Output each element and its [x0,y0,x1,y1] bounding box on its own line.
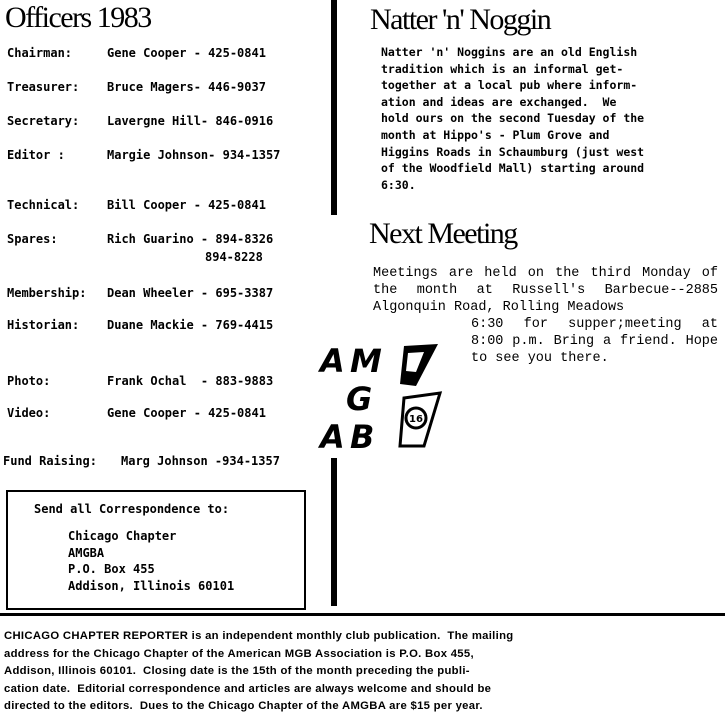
column-divider [331,0,337,215]
svg-text:B: B [350,418,375,453]
address-line: Chicago Chapter [68,529,177,543]
officer-role: Spares: [7,232,58,246]
svg-text:M: M [350,342,382,380]
address-line: P.O. Box 455 [68,562,155,576]
officer-value-2: 894-8228 [205,250,263,264]
amgba-logo [316,338,446,453]
officer-role: Membership: [7,286,87,300]
officer-row [7,80,327,96]
officer-row [7,148,327,164]
column-divider [331,458,337,606]
natter-line: month at Hippo's - Plum Grove and [381,127,610,142]
officer-row [7,286,327,302]
officer-row [7,114,327,130]
correspondence-heading: Send all Correspondence to: [34,502,230,516]
officer-role: Editor : [7,148,65,162]
natter-line: together at a local pub where inform- [381,78,638,93]
natter-line: Natter 'n' Noggins are an old English [381,45,638,59]
address-line: AMGBA [68,545,105,560]
officer-row [7,198,327,214]
footer-line: CHICAGO CHAPTER REPORTER is an independent monthly club publication. The mailing [4,630,514,642]
address-line: Addison, Illinois 60101 [68,578,235,593]
officer-row [7,232,327,248]
correspondence-box [6,490,306,610]
natter-body [381,44,644,193]
officer-row [7,318,327,334]
officer-row [3,454,323,470]
officer-value: Margie Johnson- 934-1357 [107,148,281,162]
officer-value: Duane Mackie - 769-4415 [107,318,274,332]
officer-role: Video: [7,406,51,420]
footer-line: address for the Chicago Chapter of the American MGB Association is P.O. Box 455, [4,647,474,660]
natter-line: hold ours on the second Tuesday of the [381,111,645,126]
officer-value: Dean Wheeler - 695-3387 [107,286,274,300]
footer-line: directed to the editors. Dues to the Chicago Chapter of the AMGBA are $15 per year. [4,700,483,713]
amgba-logo-icon [316,338,446,453]
next-meeting-para2: 6:30 for supper;meeting at 8:00 p.m. Bring a friend. Hope to see you there. [471,317,718,366]
natter-title: Natter 'n' Noggin [370,3,551,36]
officer-value: Gene Cooper - 425-0841 [107,406,266,420]
svg-text:A: A [320,418,345,453]
svg-text:A: A [320,342,345,380]
officer-role: Historian: [7,318,80,332]
officer-row [7,46,327,62]
svg-text:G: G [346,380,373,418]
natter-line: of the Woodfield Mall) starting around [381,161,645,176]
officers-title: Officers 1983 [5,1,151,34]
correspondence-address [68,528,234,594]
officer-value: Gene Cooper - 425-0841 [107,46,266,60]
officer-value: Marg Johnson -934-1357 [121,454,280,468]
natter-line: tradition which is an informal get- [381,61,624,76]
footer-line: cation date. Editorial correspondence and articles are always welcome and should be [4,682,492,695]
natter-line: 6:30. [381,177,416,192]
officer-value: Bill Cooper - 425-0841 [107,198,266,212]
officer-value: Frank Ochal - 883-9883 [107,374,274,388]
officer-value: Lavergne Hill- 846-0916 [107,114,274,128]
officer-value: Bruce Magers- 446-9037 [107,80,266,94]
officer-role: Chairman: [7,46,73,60]
officer-role: Technical: [7,198,80,212]
officer-role: Photo: [7,374,51,388]
officer-row [7,250,327,266]
footer-divider [0,613,725,616]
officer-row [7,406,327,422]
next-meeting-title: Next Meeting [369,217,517,250]
officer-role: Treasurer: [7,80,80,94]
officer-row [7,374,327,390]
officer-value: Rich Guarino - 894-8326 [107,232,274,246]
footer-line: Addison, Illinois 60101. Closing date is the 15th of the month preceding the publi- [4,665,470,678]
natter-line: Higgins Roads in Schaumburg (just west [381,144,645,159]
logo-badge: 16 [409,414,423,425]
footer-text [4,628,722,716]
next-meeting-para1: Meetings are held on the third Monday of the month at Russell's Barbecue--2885 Algonquin Road, Rolling Meadows [373,266,718,315]
officer-role: Fund Raising: [3,454,97,468]
officer-role: Secretary: [7,114,80,128]
natter-line: ation and ideas are exchanged. We [381,94,617,109]
